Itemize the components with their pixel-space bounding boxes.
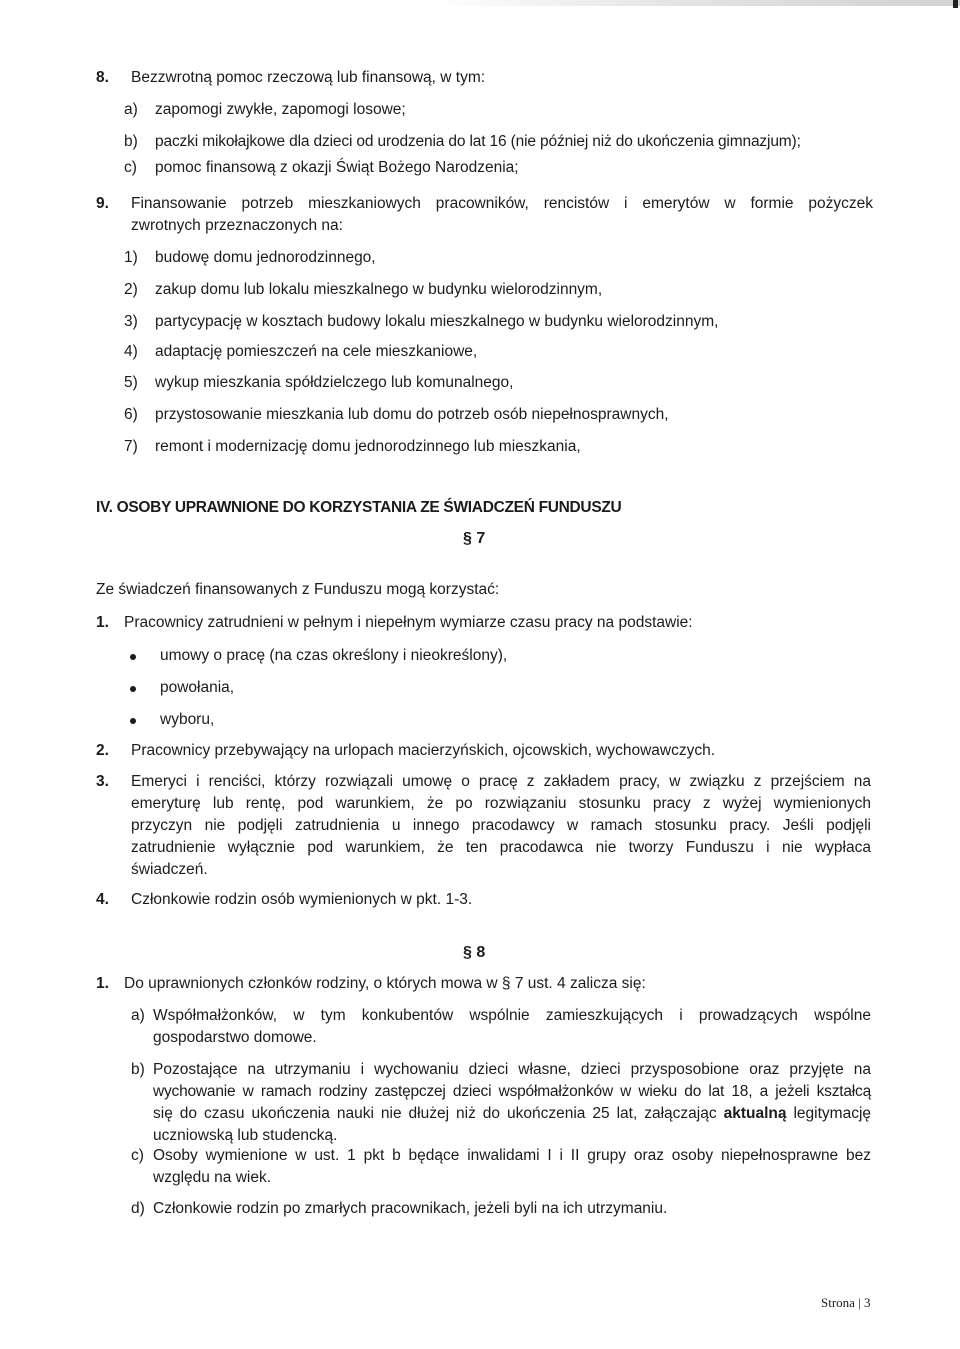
s8b-line-3-pre: się do czasu ukończenia nauki nie dłużej niż do ukończenia 25 lat, załączając bbox=[153, 1105, 717, 1122]
page-number: Strona | 3 bbox=[821, 1295, 871, 1310]
item-9-6-label: 6) bbox=[124, 406, 138, 423]
item-9-4-label: 4) bbox=[124, 343, 138, 360]
bullet-dot bbox=[130, 686, 136, 692]
item-9-1-label: 1) bbox=[124, 249, 138, 266]
bullet-dot bbox=[130, 718, 136, 724]
section-intro: Ze świadczeń finansowanych z Funduszu mogą korzystać: bbox=[96, 581, 500, 598]
item-9-3-text: partycypację w kosztach budowy lokalu mieszkalnego w budynku wielorodzinnym, bbox=[155, 313, 719, 330]
item-9-number: 9. bbox=[96, 195, 109, 212]
paragraph-7-title: § 7 bbox=[463, 530, 486, 547]
item-9-5-text: wykup mieszkania spółdzielczego lub komunalnego, bbox=[155, 374, 514, 391]
s8b-line-2: wychowanie w ramach rodziny zastępczej dzieci współmałżonków w wieku do lat 18, a jeżeli kształcą bbox=[153, 1083, 871, 1100]
item-9-2-label: 2) bbox=[124, 281, 138, 298]
s8b-line-3 bbox=[153, 1103, 871, 1125]
section-heading: IV. OSOBY UPRAWNIONE DO KORZYSTANIA ZE ŚWIADCZEŃ FUNDUSZU bbox=[96, 499, 622, 516]
s8b-text bbox=[153, 1059, 871, 1147]
s8c-label: c) bbox=[131, 1147, 144, 1164]
p3-line-1: Emeryci i renciści, którzy rozwiązali umowę o pracę z zakładem pracy, w związku z przejściem na bbox=[131, 773, 871, 790]
item-8a-text: zapomogi zwykłe, zapomogi losowe; bbox=[155, 101, 406, 118]
p1-text: Pracownicy zatrudnieni w pełnym i niepełnym wymiarze czasu pracy na podstawie: bbox=[124, 614, 693, 631]
p1-bullet-1: umowy o pracę (na czas określony i nieokreślony), bbox=[160, 647, 508, 664]
item-9-line-2: zwrotnych przeznaczonych na: bbox=[131, 217, 343, 234]
s8b-line-1: Pozostające na utrzymaniu i wychowaniu dzieci własne, dzieci przysposobione oraz przyjęte na bbox=[153, 1061, 871, 1078]
p3-line-5: świadczeń. bbox=[131, 861, 208, 878]
s8-p1-text: Do uprawnionych członków rodziny, o których mowa w § 7 ust. 4 zalicza się: bbox=[124, 975, 646, 992]
paragraph-8-title: § 8 bbox=[463, 944, 486, 961]
item-8c-text: pomoc finansową z okazji Świąt Bożego Narodzenia; bbox=[155, 159, 519, 176]
s8a-label: a) bbox=[131, 1007, 145, 1024]
scan-edge bbox=[0, 0, 960, 6]
s8-p1-number: 1. bbox=[96, 975, 109, 992]
scan-mark bbox=[953, 0, 958, 8]
item-9-2-text: zakup domu lub lokalu mieszkalnego w budynku wielorodzinnym, bbox=[155, 281, 603, 298]
p4-text: Członkowie rodzin osób wymienionych w pkt. 1-3. bbox=[131, 891, 473, 908]
s8b-line-3-post: legitymację bbox=[793, 1105, 872, 1122]
p1-bullet-3: wyboru, bbox=[160, 711, 215, 728]
item-8c-label: c) bbox=[124, 159, 137, 176]
item-9-1-text: budowę domu jednorodzinnego, bbox=[155, 249, 376, 266]
p3-line-4: zatrudnienie wyłącznie pod warunkiem, że ten pracodawca nie tworzy Funduszu i nie wypłaca bbox=[131, 839, 871, 856]
item-8b-label: b) bbox=[124, 133, 138, 150]
s8b-label: b) bbox=[131, 1061, 145, 1078]
p3-line-2: emeryturę lub rentę, pod warunkiem, że po rozwiązaniu stosunku pracy z wyżej wymienionych bbox=[131, 795, 871, 812]
bullet-dot bbox=[130, 654, 136, 660]
s8a-line-1: Współmałżonków, w tym konkubentów wspólnie zamieszkujących i prowadzących wspólne bbox=[153, 1007, 871, 1024]
p2-text: Pracownicy przebywający na urlopach macierzyńskich, ojcowskich, wychowawczych. bbox=[131, 742, 716, 759]
item-9-6-text: przystosowanie mieszkania lub domu do potrzeb osób niepełnosprawnych, bbox=[155, 406, 669, 423]
p4-number: 4. bbox=[96, 891, 109, 908]
item-9-5-label: 5) bbox=[124, 374, 138, 391]
item-8b-text: paczki mikołajkowe dla dzieci od urodzenia do lat 16 (nie później niż do ukończenia gimnazjum); bbox=[155, 133, 801, 150]
item-8-text: Bezzwrotną pomoc rzeczową lub finansową, w tym: bbox=[131, 69, 486, 86]
s8a-text bbox=[153, 1005, 871, 1049]
s8b-emphasis: aktualną bbox=[723, 1105, 787, 1122]
item-9-7-label: 7) bbox=[124, 438, 138, 455]
item-9-text bbox=[131, 193, 873, 237]
s8c-line-2: względu na wiek. bbox=[153, 1169, 272, 1186]
item-9-line-1: Finansowanie potrzeb mieszkaniowych pracowników, rencistów i emerytów w formie pożyczek bbox=[131, 195, 873, 212]
p1-bullet-2: powołania, bbox=[160, 679, 235, 696]
p3-line-3: przyczyn nie podjęli zatrudnienia u innego pracodawcy w ramach stosunku pracy. Jeśli podjęli bbox=[131, 817, 871, 834]
s8c-text bbox=[153, 1145, 871, 1189]
p1-number: 1. bbox=[96, 614, 109, 631]
item-9-3-label: 3) bbox=[124, 313, 138, 330]
s8d-label: d) bbox=[131, 1200, 145, 1217]
item-8-number: 8. bbox=[96, 69, 109, 86]
s8a-line-2: gospodarstwo domowe. bbox=[153, 1029, 317, 1046]
item-9-7-text: remont i modernizację domu jednorodzinnego lub mieszkania, bbox=[155, 438, 581, 455]
item-9-4-text: adaptację pomieszczeń na cele mieszkaniowe, bbox=[155, 343, 478, 360]
s8c-line-1: Osoby wymienione w ust. 1 pkt b będące inwalidami I i II grupy oraz osoby niepełnosprawne bez bbox=[153, 1147, 871, 1164]
s8d-text: Członkowie rodzin po zmarłych pracownikach, jeżeli byli na ich utrzymaniu. bbox=[153, 1200, 668, 1217]
p3-number: 3. bbox=[96, 773, 109, 790]
p2-number: 2. bbox=[96, 742, 109, 759]
s8b-line-4: uczniowską lub studencką. bbox=[153, 1127, 338, 1144]
p3-text bbox=[131, 771, 871, 881]
item-8a-label: a) bbox=[124, 101, 138, 118]
